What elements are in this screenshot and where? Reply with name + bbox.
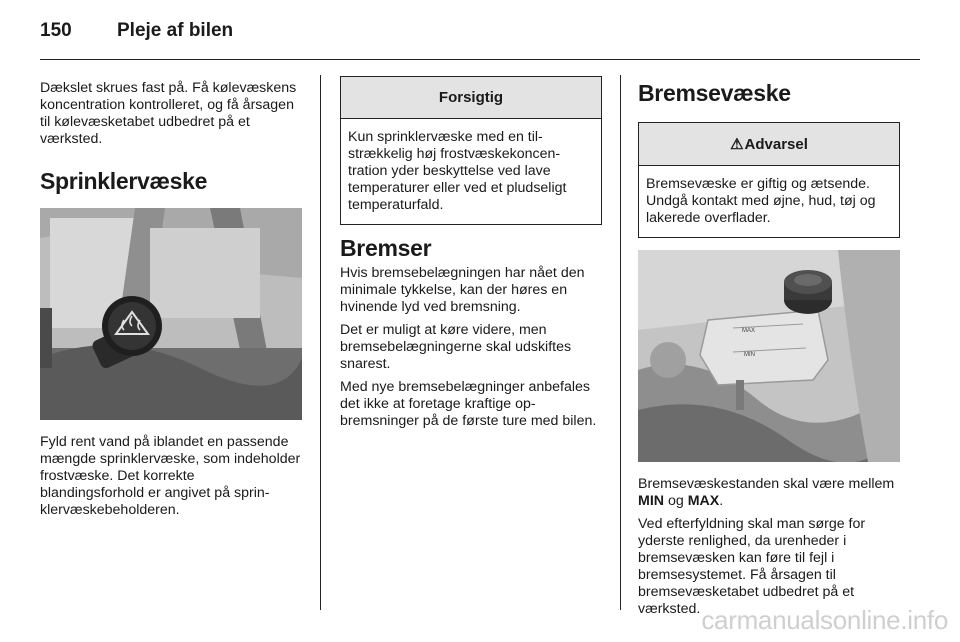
brake-fluid-heading: Bremsevæske	[638, 80, 791, 106]
brakes-heading: Bremser	[340, 235, 432, 261]
column-1	[40, 80, 302, 525]
watermark: carmanualsonline.info	[701, 605, 948, 635]
header-rule	[40, 59, 920, 60]
page-number: 150	[40, 20, 72, 41]
max-label: MAX	[687, 493, 720, 509]
brake-fluid-level-text: Bremsevæskestanden skal være mellem MIN og MAX.	[638, 476, 895, 509]
brake-fluid-refill-text: Ved efterfyldning skal man sørge for yderste renlighed, da urenheder i bremsevæsken kan føre til fejl i bremsesystemet. Få årsagen til bremsevæsketabet udbedret på et værksted.	[638, 516, 866, 617]
warning-box	[638, 122, 900, 238]
brakes-paragraph-2: Det er muligt at køre videre, men bremsebelægningerne skal udskiftes snarest.	[340, 322, 572, 372]
caution-body: Kun sprinklervæske med en tilstrækkelig høj frostvæskekoncentration yder beskyttelse ved lave temperaturer eller ved et pludseligt temperaturfald.	[348, 129, 567, 213]
warning-icon: ⚠	[730, 136, 744, 153]
page-title: Pleje af bilen	[117, 20, 234, 41]
min-label: MIN	[638, 493, 665, 509]
caution-box	[340, 76, 602, 225]
column-divider	[620, 75, 621, 610]
min-mark-label: MIN	[744, 352, 755, 358]
warning-title-text: Advarsel	[744, 136, 808, 153]
washer-fluid-text: Fyld rent vand på iblandet en passende mængde sprinklervæske, som indeholder frostvæske. Det korrekte blandingsforhold er angivet på sprinklervæskebeholderen.	[40, 434, 301, 518]
washer-fluid-photo	[40, 208, 302, 420]
max-mark-label: MAX	[742, 328, 756, 334]
warning-body: Bremsevæske er giftig og ætsende. Undgå kontakt med øjne, hud, tøj og lakerede overflader.	[646, 176, 876, 226]
brakes-paragraph-1: Hvis bremsebelægningen har nået den minimale tykkelse, kan der høres en hvinende lyd ved bremsning.	[340, 265, 585, 315]
washer-fluid-heading: Sprinklervæske	[40, 168, 208, 194]
warning-title	[639, 123, 899, 166]
column-divider	[320, 75, 321, 610]
column-3	[638, 80, 900, 624]
brakes-paragraph-3: Med nye bremsebelægninger anbefales det ikke at foretage kraftige opbremsninger på de første ture med bilen.	[340, 379, 597, 429]
coolant-intro-text: Dækslet skrues fast på. Få kølevæskens koncentration kontrolleret, og få årsagen til kølevæsketabet udbedret på et værksted.	[40, 80, 297, 147]
caution-title: Forsigtig	[341, 77, 601, 119]
brake-fluid-reservoir-photo	[638, 250, 900, 462]
column-2	[340, 76, 602, 436]
page-header	[0, 0, 960, 62]
